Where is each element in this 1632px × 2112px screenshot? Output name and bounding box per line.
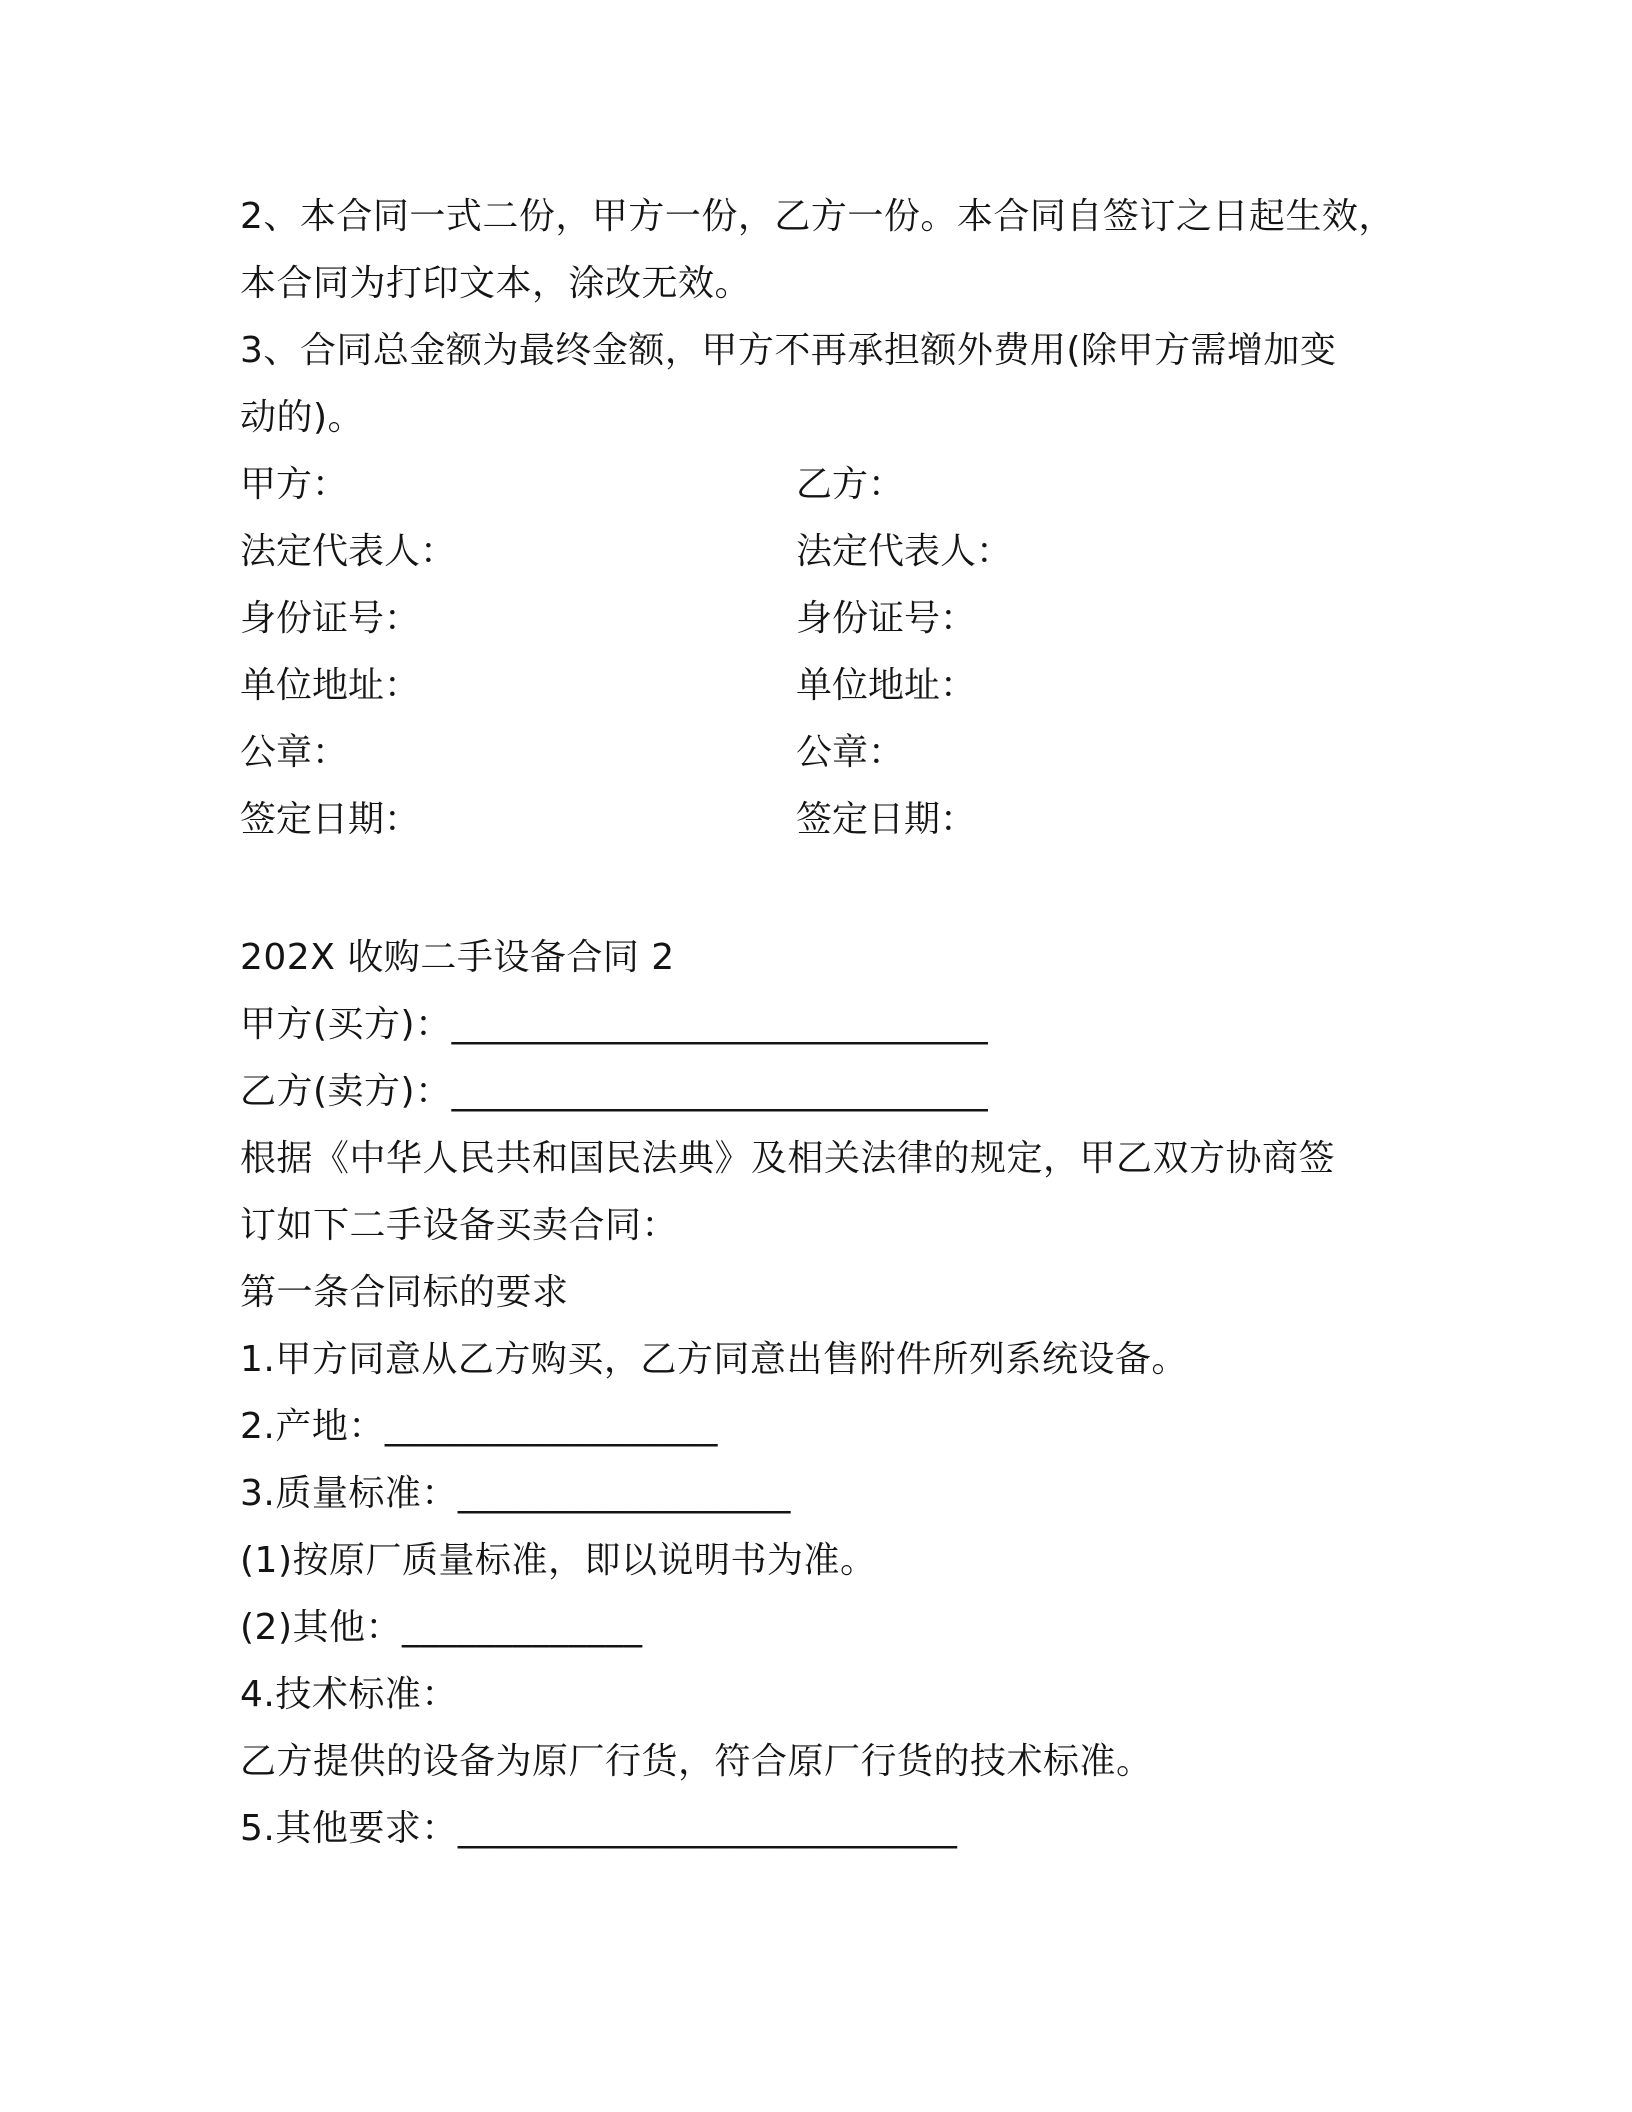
preamble-line-1: 根据《中华人民共和国民法典》及相关法律的规定，甲乙双方协商签	[240, 1138, 1336, 1179]
party-b-label: 乙方：	[796, 464, 905, 505]
party-a-address: 单位地址：	[240, 665, 421, 706]
party-b-seal: 公章：	[796, 732, 905, 773]
item-3-sub-1: (1)按原厂质量标准，即以说明书为准。	[240, 1540, 877, 1581]
contract-2-title: 202X 收购二手设备合同 2	[240, 937, 675, 978]
item-1: 1.甲方同意从乙方购买，乙方同意出售附件所列系统设备。	[240, 1339, 1188, 1380]
party-a-seal: 公章：	[240, 732, 349, 773]
party-b-address: 单位地址：	[796, 665, 977, 706]
item-2-origin: 2.产地：__________________	[240, 1406, 718, 1447]
party-a-label: 甲方：	[240, 464, 349, 505]
item-4-text: 乙方提供的设备为原厂行货，符合原厂行货的技术标准。	[240, 1741, 1153, 1782]
item-3-sub-2: (2)其他：_____________	[240, 1607, 643, 1648]
item-5-other-requirements: 5.其他要求：___________________________	[240, 1808, 958, 1849]
party-b-legal-rep: 法定代表人：	[796, 531, 1013, 572]
party-a-id-number: 身份证号：	[240, 598, 421, 639]
party-b-id-number: 身份证号：	[796, 598, 977, 639]
clause-2-line-2: 本合同为打印文本，涂改无效。	[240, 263, 752, 304]
seller-line: 乙方(卖方)：_____________________________	[240, 1071, 989, 1112]
buyer-line: 甲方(买方)：_____________________________	[240, 1004, 989, 1045]
party-b-sign-date: 签定日期：	[796, 799, 977, 840]
clause-3-line-1: 3、合同总金额为最终金额，甲方不再承担额外费用(除甲方需增加变	[240, 330, 1337, 371]
item-3-quality-standard: 3.质量标准：__________________	[240, 1473, 791, 1514]
clause-2-line-1: 2、本合同一式二份，甲方一份，乙方一份。本合同自签订之日起生效，	[240, 196, 1395, 237]
item-4-technical-standard: 4.技术标准：	[240, 1674, 458, 1715]
article-1-heading: 第一条合同标的要求	[240, 1272, 569, 1313]
party-a-sign-date: 签定日期：	[240, 799, 421, 840]
preamble-line-2: 订如下二手设备买卖合同：	[240, 1205, 679, 1246]
clause-3-line-2: 动的)。	[240, 397, 365, 438]
party-a-legal-rep: 法定代表人：	[240, 531, 457, 572]
